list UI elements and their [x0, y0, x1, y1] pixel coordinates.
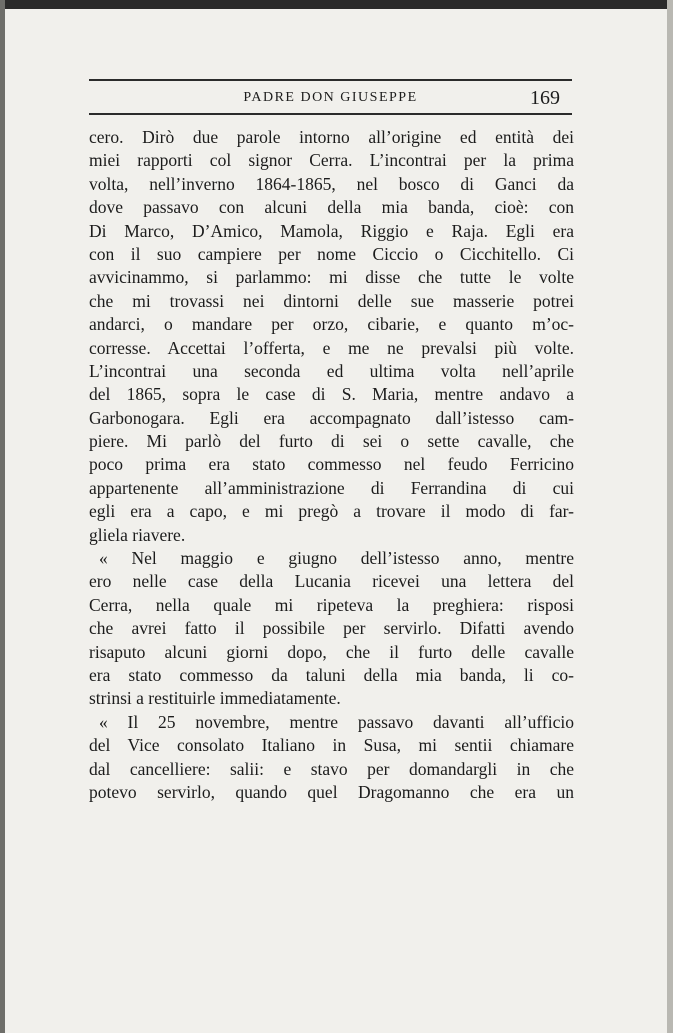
text-line: che avrei fatto il possibile per servirlo. Difatti avendo: [89, 618, 574, 639]
text-line: L’incontrai una seconda ed ultima volta nell’aprile: [89, 360, 574, 381]
text-line: « Nel maggio e giugno dell’istesso anno, mentre: [99, 548, 574, 569]
text-line: risaputo alcuni giorni dopo, che il furto delle cavalle: [89, 641, 574, 662]
text-line: con il suo campiere per nome Ciccio o Cicchitello. Ci: [89, 243, 574, 264]
text-line: appartenente all’amministrazione di Ferrandina di cui: [89, 477, 574, 498]
text-line: cero. Dirò due parole intorno all’origine ed entità dei: [89, 127, 574, 147]
text-line: strinsi a restituirle immediatamente.: [89, 688, 341, 709]
text-line: Di Marco, D’Amico, Mamola, Riggio e Raja. Egli era: [89, 220, 574, 241]
text-line: Garbonogara. Egli era accompagnato dall’istesso cam-: [89, 407, 574, 428]
text-line: corresse. Accettai l’offerta, e me ne prevalsi più volte.: [89, 337, 574, 358]
text-line: « Il 25 novembre, mentre passavo davanti all’ufficio: [99, 711, 574, 732]
page-number: 169: [530, 87, 560, 109]
running-title: PADRE DON GIUSEPPE: [243, 90, 418, 105]
text-line: avvicinammo, si parlammo: mi disse che tutte le volte: [89, 267, 574, 288]
text-line: poco prima era stato commesso nel feudo Ferricino: [89, 454, 574, 475]
scan-top-border: [0, 0, 673, 9]
text-line: piere. Mi parlò del furto di sei o sette cavalle, che: [89, 431, 574, 452]
text-line: era stato commesso da taluni della mia banda, li co-: [89, 664, 574, 685]
body-text: [89, 126, 574, 804]
text-line: gliela riavere.: [89, 524, 186, 545]
text-line: del 1865, sopra le case di S. Maria, mentre andavo a: [89, 384, 574, 405]
text-line: che mi trovassi nei dintorni delle sue masserie potrei: [89, 290, 574, 311]
text-line: miei rapporti col signor Cerra. L’incontrai per la prima: [89, 150, 574, 171]
text-line: del Vice consolato Italiano in Susa, mi sentii chiamare: [89, 735, 574, 756]
header-rule-bottom: [89, 113, 572, 115]
text-line: dove passavo con alcuni della mia banda, cioè: con: [89, 197, 574, 218]
text-line: andarci, o mandare per orzo, cibarie, e quanto m’oc-: [89, 314, 574, 335]
text-line: ero nelle case della Lucania ricevei una lettera del: [89, 571, 574, 592]
header-rule-top: [89, 79, 572, 81]
text-line: egli era a capo, e mi pregò a trovare il modo di far-: [89, 501, 574, 522]
text-line: volta, nell’inverno 1864-1865, nel bosco di Ganci da: [89, 173, 574, 194]
text-line: Cerra, nella quale mi ripeteva la preghiera: risposi: [89, 594, 574, 615]
text-line: potevo servirlo, quando quel Dragomanno che era un: [89, 781, 574, 802]
scan-right-border: [667, 0, 673, 1033]
running-head: [89, 88, 572, 110]
text-line: dal cancelliere: salii: e stavo per domandargli in che: [89, 758, 574, 779]
